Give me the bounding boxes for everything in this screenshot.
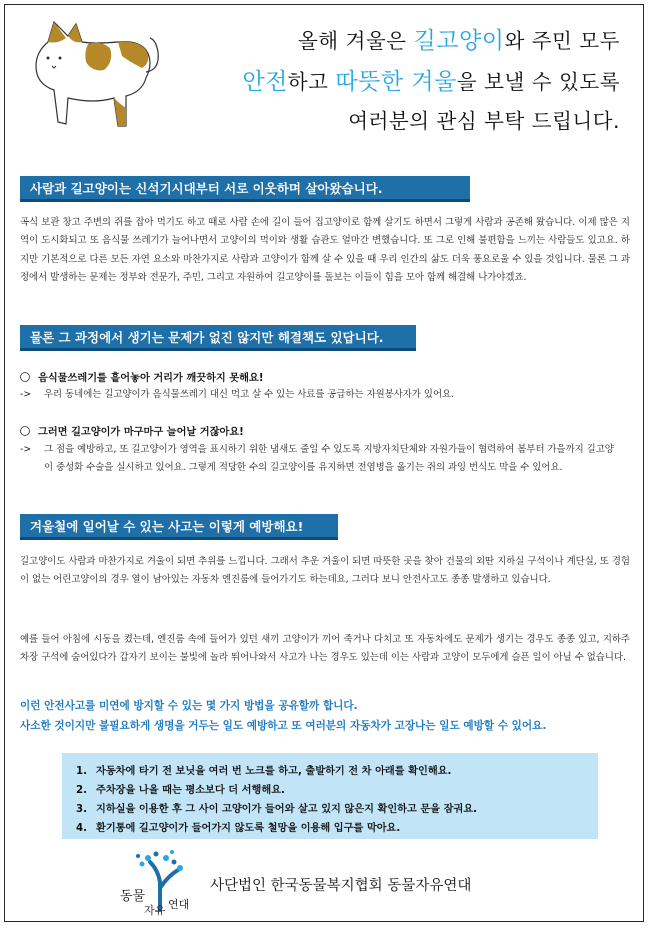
tip-text: 자동차에 타기 전 보닛을 여러 번 노크를 하고, 출발하기 전 차 아래를 확인해요. (96, 766, 452, 777)
section-1-body: 곡식 보관 창고 주변의 쥐를 잡아 먹기도 하고 때로 사람 손에 길이 들어 집고양이로 함께 살기도 하면서 그렇게 사람과 공존해 왔습니다. 이제 많은 지역이 도시화되고 또 음식물 쓰레기가 늘어나면서 고양이의 먹이와 생활 습관도 얼마간 변했습니다. 또 그로 인해 불편함을 느끼는 사람들도 있고요. 하지만 기본적으로 다른 모든 자연 요소와 마찬가지로 사람과 고양이가 함께 살 수 있을 때 우리 인간의 삶도 더욱 풍요로울 수 있을 것입니다. 물론 그 과정에서 발생하는 문제는 정부와 전문가, 주민, 그리고 자원하여 길고양이를 돌보는 이들이 힘을 모아 함께 해결해 나가야겠죠. (20, 217, 630, 283)
section-3-para-2: 예를 들어 아침에 시동을 켰는데, 엔진룸 속에 들어가 있던 새끼 고양이가 끼어 죽거나 다치고 또 자동차에도 문제가 생기는 경우도 종종 있고, 지하주차장 구석에 숨어있다가 갑자기 보이는 불빛에 놀라 뛰어나와서 사고가 나는 경우도 있는데 이는 사람과 고양이 모두에게 슬픈 일이 아닐 수 없습니다. (20, 634, 630, 664)
arrow-icon: -> (20, 444, 32, 455)
question-2-text: 그러면 길고양이가 마구마구 늘어날 거잖아요! (38, 427, 244, 438)
headline-highlight: 길고양이 (413, 28, 505, 54)
tip-number: 2. (76, 785, 87, 796)
tips-list (76, 762, 477, 838)
headline-text: 올해 겨울은 (298, 29, 414, 53)
arrow-icon: -> (20, 389, 32, 400)
headline-text: 여러분의 관심 부탁 드립니다. (348, 109, 620, 133)
question-2 (20, 423, 244, 438)
answer-1 (20, 386, 620, 404)
tip-text: 주차장을 나올 때는 평소보다 더 서행해요. (96, 785, 285, 796)
tips-box (62, 753, 598, 839)
section-1-title: 사람과 길고양이는 신석기시대부터 서로 이웃하며 살아왔습니다. (20, 176, 470, 202)
section-3-title: 겨울철에 일어날 수 있는 사고는 이렇게 예방해요! (20, 514, 338, 540)
org-logo (118, 848, 196, 918)
tip-number: 4. (76, 823, 87, 834)
headline-line-1 (298, 22, 620, 55)
question-1 (20, 369, 264, 384)
headline-line-3 (348, 104, 620, 134)
blue-note-1: 이런 안전사고를 미연에 방지할 수 있는 몇 가지 방법을 공유할까 합니다. (20, 700, 358, 712)
headline-text: 하고 (287, 70, 336, 94)
answer-2 (20, 441, 620, 476)
headline-text: 와 주민 모두 (504, 29, 620, 53)
blue-note-2: 사소한 것이지만 불필요하게 생명을 거두는 일도 예방하고 또 여러분의 자동차가 고장나는 일도 예방할 수 있어요. (20, 720, 547, 732)
circle-bullet-icon (20, 372, 30, 382)
headline-highlight: 따뜻한 겨울 (335, 69, 457, 95)
headline-highlight: 안전 (242, 69, 288, 95)
answer-1-text: 우리 동네에는 길고양이가 음식물쓰레기 대신 먹고 살 수 있는 사료를 공급하는 자원봉사자가 있어요. (44, 389, 455, 400)
svg-text:연대: 연대 (168, 898, 190, 911)
section-3-para-1: 길고양이도 사람과 마찬가지로 겨울이 되면 추위를 느낍니다. 그래서 추운 겨울이 되면 따뜻한 곳을 찾아 건물의 외딴 지하실 구석이나 계단실, 또 경험이 없는 어린고양이의 경우 열이 남아있는 자동차 엔진룸에 들어가기도 하는데요, 그러다 보니 안전사고도 종종 발생하고 있습니다. (20, 556, 630, 586)
section-2-title: 물론 그 과정에서 생기는 문제가 없진 않지만 해결책도 있답니다. (20, 325, 416, 351)
svg-text:동물: 동물 (120, 889, 146, 904)
tip-text: 환기통에 길고양이가 들어가지 않도록 철망을 이용해 입구를 막아요. (96, 823, 401, 834)
tip-number: 3. (76, 804, 87, 815)
circle-bullet-icon (20, 426, 30, 436)
tip-item (76, 781, 477, 800)
tip-number: 1. (76, 766, 87, 777)
answer-2-text: 그 점을 예방하고, 또 길고양이가 영역을 표시하기 위한 냄새도 줄일 수 있도록 지방자치단체와 자원가들이 협력하여 봄부터 가을까지 길고양이 중성화 수술을 실시하고 있어요. 그렇게 적당한 수의 길고양이를 유지하면 전염병을 옮기는 쥐의 과잉 번식도 막을 수 있어요. (44, 444, 614, 473)
headline-text: 을 보낼 수 있도록 (456, 70, 620, 94)
tip-item (76, 800, 477, 819)
question-1-text: 음식물쓰레기를 흩어놓아 거리가 깨끗하지 못해요! (38, 373, 264, 384)
svg-text:자유: 자유 (144, 904, 166, 917)
tip-item (76, 762, 477, 781)
headline-line-2 (242, 63, 620, 96)
tip-item (76, 819, 477, 838)
org-name: 사단법인 한국동물복지협회 동물자유연대 (210, 878, 472, 894)
cat-illustration (14, 12, 164, 140)
tip-text: 지하실을 이용한 후 그 사이 고양이가 들어와 살고 있지 않은지 확인하고 문을 잠궈요. (96, 804, 478, 815)
